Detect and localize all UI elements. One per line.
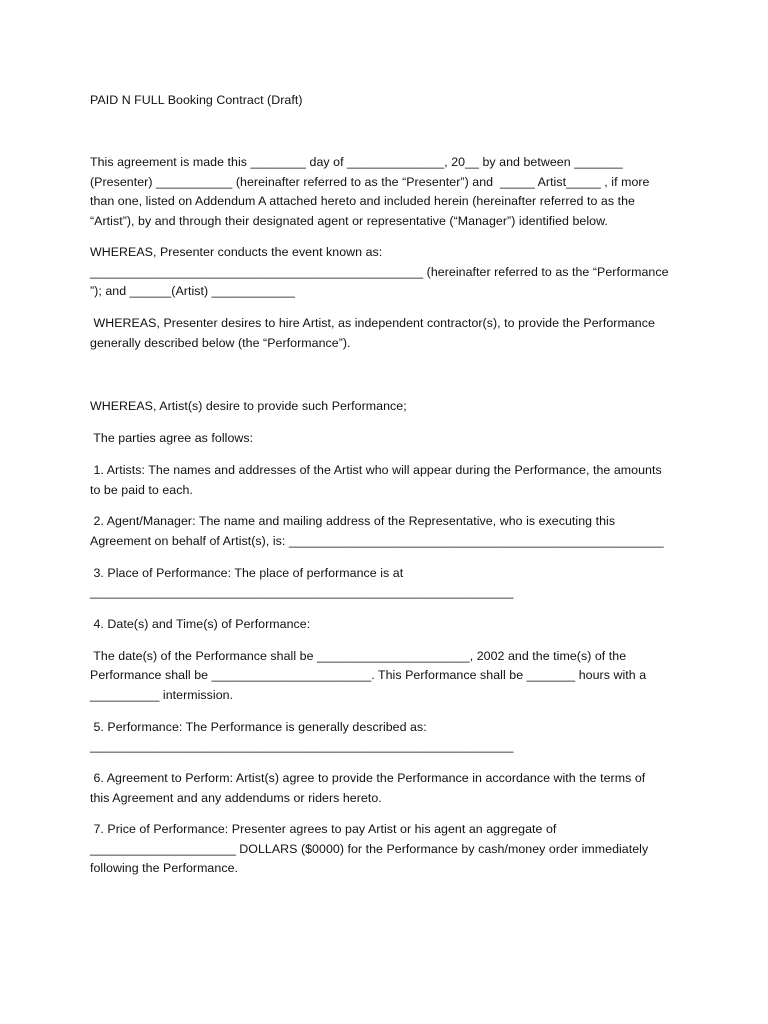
section-1-line-1: 1. Artists: The names and addresses of the Artist who will appear during the Performance, the amounts (90, 463, 662, 477)
intro-line-4: “Artist”), by and through their designated agent or representative (“Manager”) identified below. (90, 214, 608, 228)
whereas-hire-line-1: WHEREAS, Presenter desires to hire Artist, as independent contractor(s), to provide the Performance (90, 316, 655, 330)
section-6-line-2: this Agreement and any addendums or riders hereto. (90, 791, 382, 805)
whereas-event-line-3: ”); and ______(Artist) ____________ (90, 284, 295, 298)
section-4-line-2: Performance shall be _______________________. This Performance shall be _______ hours with a (90, 668, 647, 682)
intro-line-1: This agreement is made this ________ day of ______________, 20__ by and between _______ (90, 155, 623, 169)
section-7-line-1: 7. Price of Performance: Presenter agrees to pay Artist or his agent an aggregate of (90, 822, 557, 836)
section-4-heading: 4. Date(s) and Time(s) of Performance: (90, 617, 311, 631)
section-4-line-3: __________ intermission. (90, 688, 234, 702)
document-title: PAID N FULL Booking Contract (Draft) (90, 93, 303, 107)
whereas-hire-line-2: generally described below (the “Performance”). (90, 336, 351, 350)
whereas-artist-desire: WHEREAS, Artist(s) desire to provide such Performance; (90, 399, 407, 413)
whereas-event-line-2: ________________________________________________ (hereinafter referred to as the “Performance (90, 265, 669, 279)
section-7-line-2: _____________________ DOLLARS ($0000) for the Performance by cash/money order immediately (90, 842, 649, 856)
intro-line-3: than one, listed on Addendum A attached hereto and included herein (hereinafter referred to as the (90, 194, 635, 208)
section-2-line-1: 2. Agent/Manager: The name and mailing address of the Representative, who is executing this (90, 514, 616, 528)
section-4-line-1: The date(s) of the Performance shall be ______________________, 2002 and the time(s) of the (90, 649, 627, 663)
whereas-event-line-1: WHEREAS, Presenter conducts the event known as: (90, 245, 383, 259)
section-3-line-1: 3. Place of Performance: The place of performance is at (90, 566, 404, 580)
section-1-line-2: to be paid to each. (90, 483, 193, 497)
section-7-line-3: following the Performance. (90, 861, 238, 875)
intro-line-2: (Presenter) ___________ (hereinafter referred to as the “Presenter”) and _____ Artist_____ , if more (90, 175, 650, 189)
parties-agree: The parties agree as follows: (90, 431, 254, 445)
section-5-line-1: 5. Performance: The Performance is generally described as: (90, 720, 427, 734)
section-5-line-2: _____________________________________________________________ (90, 739, 514, 753)
section-6-line-1: 6. Agreement to Perform: Artist(s) agree to provide the Performance in accordance with the terms of (90, 771, 646, 785)
section-3-line-2: _____________________________________________________________ (90, 585, 514, 599)
section-2-line-2: Agreement on behalf of Artist(s), is: ______________________________________________________ (90, 534, 664, 548)
